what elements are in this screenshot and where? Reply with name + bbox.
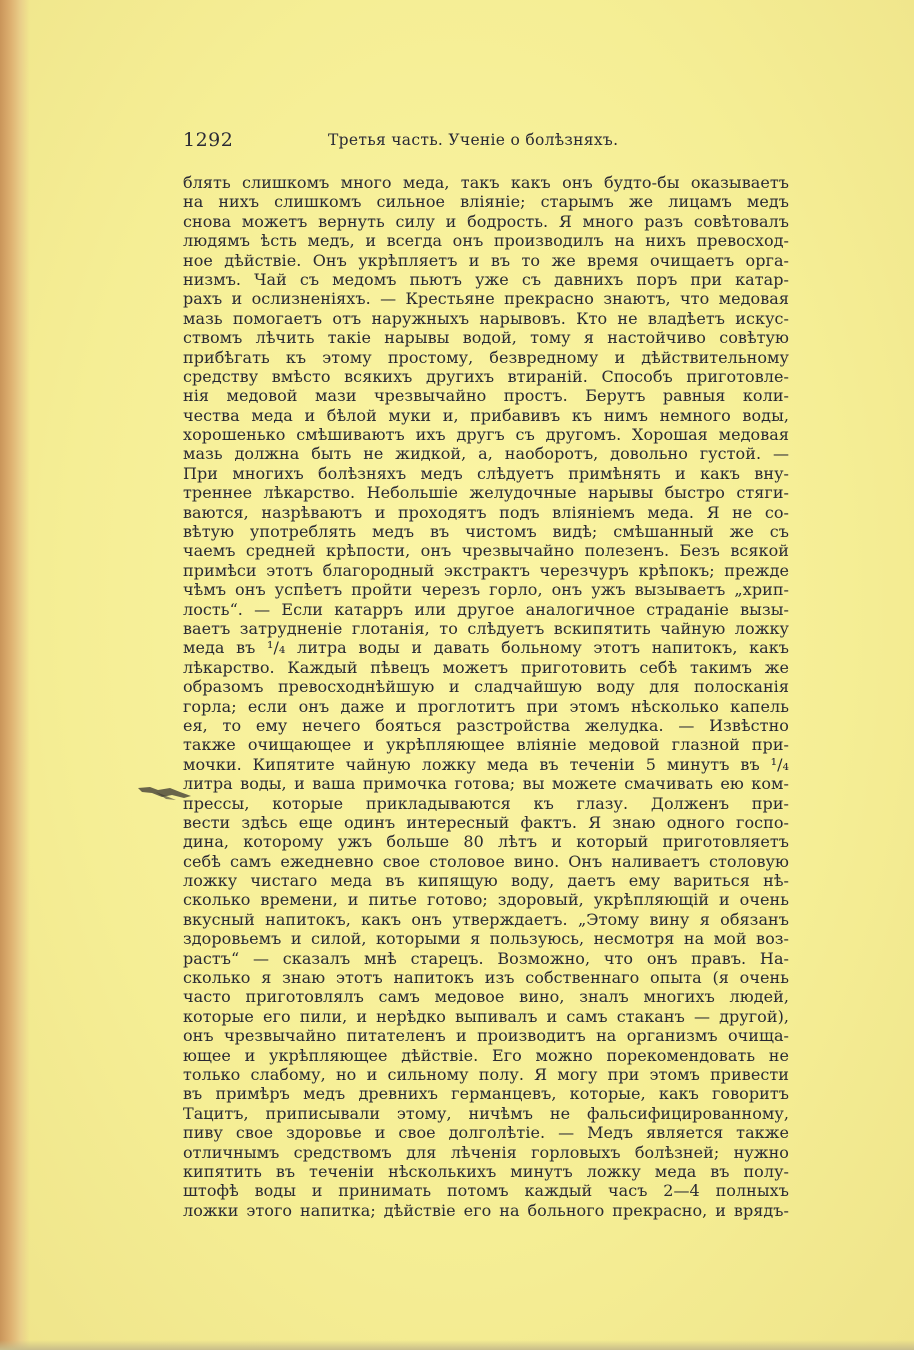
page-header — [183, 129, 793, 153]
text-line: лѣкарство. Каждый пѣвецъ можетъ приготовить себѣ такимъ же — [183, 657, 789, 677]
text-line: нія медовой мази чрезвычайно простъ. Берутъ равныя коли- — [183, 386, 789, 406]
text-line: чѣмъ онъ успѣетъ пройти черезъ горло, онъ ужъ вызываетъ „хрип- — [183, 580, 789, 600]
text-line: также очищающее и укрѣпляющее вліяніе медовой глазной при- — [183, 735, 789, 755]
running-title: Третья часть. Ученіе о болѣзняхъ. — [328, 131, 619, 149]
text-line: дина, которому ужъ больше 80 лѣтъ и который приготовляетъ — [183, 832, 789, 852]
text-line: ея, то ему нечего бояться разстройства желудка. — Извѣстно — [183, 715, 789, 735]
text-line: часто приготовлялъ самъ медовое вино, зналъ многихъ людей, — [183, 987, 789, 1007]
text-line: на нихъ слишкомъ сильное вліяніе; старымъ же лицамъ медъ — [183, 192, 789, 212]
text-line: хорошенько смѣшиваютъ ихъ другъ съ другомъ. Хорошая медовая — [183, 425, 789, 445]
text-line: прибѣгать къ этому простому, безвредному и дѣйствительному — [183, 347, 789, 367]
text-line: мазь должна быть не жидкой, а, наоборотъ, довольно густой. — — [183, 444, 789, 464]
text-line: вѣтую употреблять медъ въ чистомъ видѣ; смѣшанный же съ — [183, 522, 789, 542]
text-line: вести здѣсь еще одинъ интересный фактъ. Я знаю одного госпо- — [183, 812, 789, 832]
text-line: ваются, назрѣваютъ и проходятъ подъ вліяніемъ меда. Я не со- — [183, 502, 789, 522]
text-line: чаемъ средней крѣпости, онъ чрезвычайно полезенъ. Безъ всякой — [183, 541, 789, 561]
text-line: ложку чистаго меда въ кипящую воду, даетъ ему вариться нѣ- — [183, 871, 789, 891]
text-line: ваетъ затрудненіе глотанія, то слѣдуетъ вскипятить чайную ложку — [183, 618, 789, 638]
text-line: ложки этого напитка; дѣйствіе его на больного прекрасно, и врядъ- — [183, 1200, 789, 1220]
text-line: чества меда и бѣлой муки и, прибавивъ къ нимъ немного воды, — [183, 405, 789, 425]
text-line: лость“. — Если катарръ или другое аналогичное страданіе вызы- — [183, 599, 789, 619]
text-line: При многихъ болѣзняхъ медъ слѣдуетъ примѣнять и какъ вну- — [183, 463, 789, 483]
page-spine-edge — [0, 0, 30, 1350]
text-line: отличнымъ средствомъ для лѣченія горловыхъ болѣзней; нужно — [183, 1142, 789, 1162]
text-line: онъ чрезвычайно питателенъ и производитъ на организмъ очища- — [183, 1026, 789, 1046]
text-line: сколько я знаю этотъ напитокъ изъ собственнаго опыта (я очень — [183, 968, 789, 988]
text-line: только слабому, но и сильному полу. Я могу при этомъ привести — [183, 1064, 789, 1084]
text-line: ствомъ лѣчить такіе нарывы водой, тому я настойчиво совѣтую — [183, 328, 789, 348]
text-line: образомъ превосходнѣйшую и сладчайшую воду для полосканія — [183, 677, 789, 697]
text-line: низмъ. Чай съ медомъ пьютъ уже съ давнихъ поръ при катар- — [183, 269, 789, 289]
page-bottom-edge — [0, 1340, 914, 1350]
text-line: треннее лѣкарство. Небольшіе желудочные нарывы быстро стяги- — [183, 483, 789, 503]
text-line: въ примѣръ медъ древнихъ германцевъ, которые, какъ говоритъ — [183, 1084, 789, 1104]
text-line: ющее и укрѣпляющее дѣйствіе. Его можно порекомендовать не — [183, 1045, 789, 1065]
text-line: примѣси этотъ благородный экстрактъ черезчуръ крѣпокъ; прежде — [183, 560, 789, 580]
text-line: сколько времени, и питье готово; здоровый, укрѣпляющій и очень — [183, 890, 789, 910]
text-line: которые его пили, и нерѣдко выпивалъ и самъ стаканъ — другой), — [183, 1006, 789, 1026]
text-line: меда въ ¹/₄ литра воды и давать больному этотъ напитокъ, какъ — [183, 638, 789, 658]
text-line: здоровьемъ и силой, которыми я пользуюсь, несмотря на мой воз- — [183, 929, 789, 949]
text-line: горла; если онъ даже и проглотитъ при этомъ нѣсколько капель — [183, 696, 789, 716]
text-line: снова можетъ вернуть силу и бодрость. Я много разъ совѣтовалъ — [183, 211, 789, 231]
text-line: себѣ самъ ежедневно свое столовое вино. Онъ наливаетъ столовую — [183, 851, 789, 871]
text-line: литра воды, и ваша примочка готова; вы можете смачивать ею ком- — [183, 774, 789, 794]
text-line: мазь помогаетъ отъ наружныхъ нарывовъ. Кто не владѣетъ искус- — [183, 308, 789, 328]
text-line: ное дѣйствіе. Онъ укрѣпляетъ и въ то же время очищаетъ орга- — [183, 250, 789, 270]
text-line: людямъ ѣсть медъ, и всегда онъ производилъ на нихъ превосход- — [183, 231, 789, 251]
text-line: вкусный напитокъ, какъ онъ утверждаетъ. „Этому вину я обязанъ — [183, 909, 789, 929]
body-text — [183, 173, 789, 1220]
text-line: штофѣ воды и принимать потомъ каждый часъ 2—4 полныхъ — [183, 1181, 789, 1201]
text-line: рахъ и ослизненіяхъ. — Крестьяне прекрасно знаютъ, что медовая — [183, 289, 789, 309]
text-line: Тацитъ, приписывали этому, ничѣмъ не фальсифицированному, — [183, 1103, 789, 1123]
text-line: средству вмѣсто всякихъ другихъ втираній. Способъ приготовле- — [183, 366, 789, 386]
text-line: пиву свое здоровье и свое долголѣтіе. — Медъ является также — [183, 1123, 789, 1143]
text-line: мочки. Кипятите чайную ложку меда въ теченіи 5 минутъ въ ¹/₄ — [183, 754, 789, 774]
text-line: растъ“ — сказалъ мнѣ старецъ. Возможно, что онъ правъ. На- — [183, 948, 789, 968]
page-number: 1292 — [183, 129, 234, 151]
text-line: прессы, которые прикладываются къ глазу. Долженъ при- — [183, 793, 789, 813]
text-line: кипятить въ теченіи нѣсколькихъ минутъ ложку меда въ полу- — [183, 1161, 789, 1181]
text-line: блять слишкомъ много меда, такъ какъ онъ будто-бы оказываетъ — [183, 173, 789, 192]
